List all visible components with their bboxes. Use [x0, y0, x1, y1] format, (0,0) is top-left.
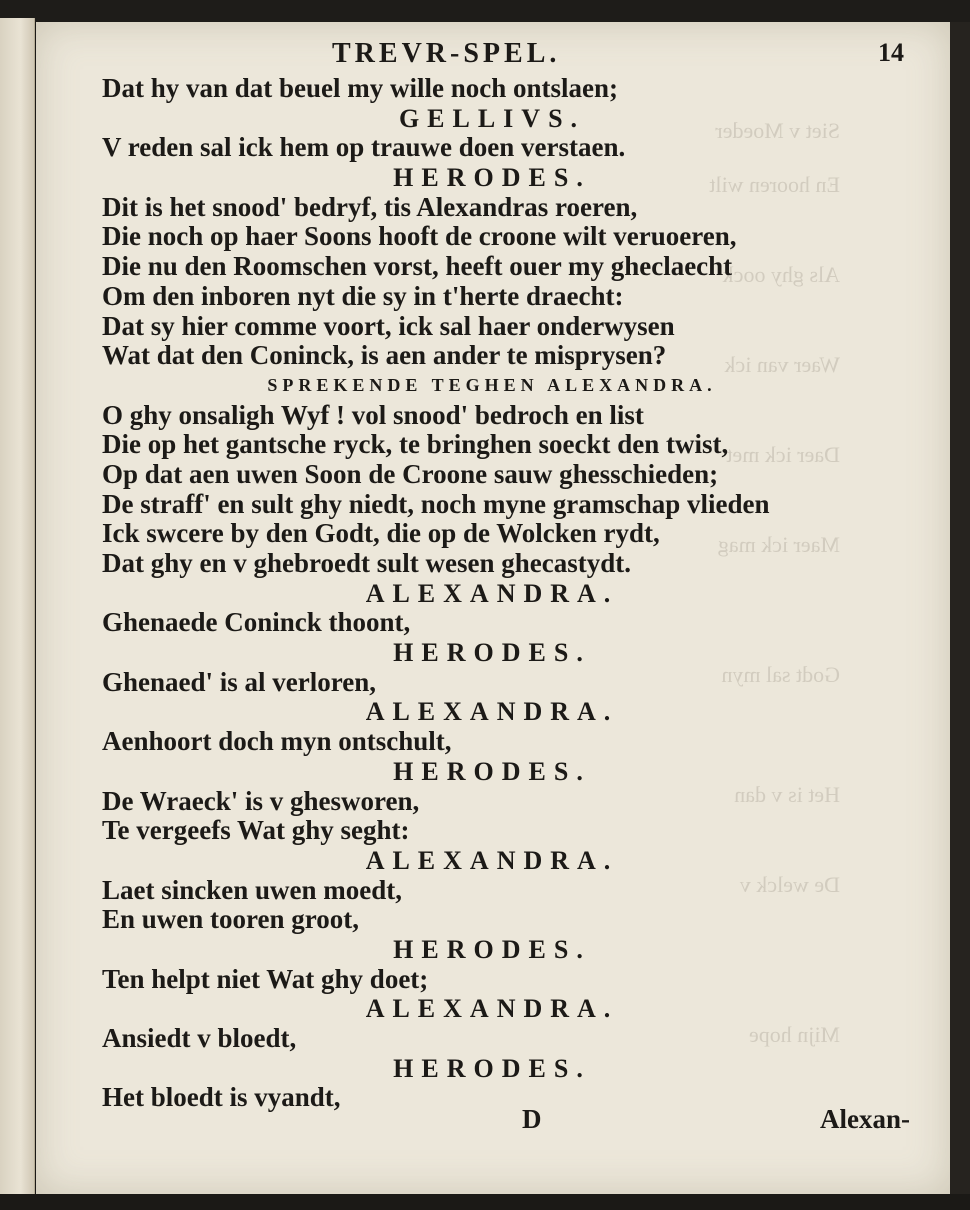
speaker-name: HERODES. [393, 756, 591, 786]
page-number: 14 [878, 38, 904, 67]
verse-line: De Wraeck' is v ghesworen, [102, 785, 420, 816]
stage-direction: SPREKENDE TEGHEN ALEXANDRA. [267, 374, 717, 395]
verse-line: Die op het gantsche ryck, te bringhen soeckt den twist, [102, 429, 729, 460]
verse-line: Ansiedt v bloedt, [102, 1023, 297, 1053]
speaker-name: HERODES. [393, 1053, 591, 1083]
verse-line: Dat hy van dat beuel my wille noch ontslaen; [102, 73, 619, 103]
speaker-name: HERODES. [393, 638, 591, 668]
verse-line: Ten helpt niet Wat ghy doet; [102, 963, 429, 994]
verse-line: Ghenaed' is al verloren, [102, 666, 376, 697]
verse-line: O ghy onsaligh Wyf ! vol snood' bedroch en list [102, 399, 644, 430]
speaker-name: ALEXANDRA. [365, 845, 619, 875]
text-block [102, 74, 882, 1113]
signature-mark: D [522, 1104, 542, 1134]
verse-line: Te vergeefs Wat ghy seght: [102, 815, 410, 846]
verse-line: Aenhoort doch myn ontschult, [102, 726, 452, 757]
verse-line: Dat sy hier comme voort, ick sal haer onderwysen [102, 310, 675, 341]
verse-line: Om den inboren nyt die sy in t'herte draecht: [102, 280, 624, 311]
book-right-edge [950, 22, 970, 1194]
page-footer [102, 1104, 910, 1138]
speaker-name: ALEXANDRA. [365, 994, 619, 1024]
book-top-edge [0, 0, 970, 24]
verse-line: Dat ghy en v ghebroedt sult wesen ghecastydt. [102, 548, 632, 578]
verse-line: Laet sincken uwen moedt, [102, 874, 403, 905]
verse-line: De straff' en sult ghy niedt, noch myne gramschap vlieden [102, 488, 770, 519]
book-bottom-edge [0, 1194, 970, 1210]
verse-line: Die nu den Roomschen vorst, heeft ouer my gheclaecht [102, 251, 733, 282]
show-through-text: Siet v Moeder En hooren wilt Als ghy oock Waer van ick Daer ick met Maer ick mag Godt sal myn Het is v dan De welck v Mijn hope [709, 118, 840, 1047]
speaker-name: ALEXANDRA. [365, 697, 619, 727]
verse-line: Op dat aen uwen Soon de Croone sauw ghesschieden; [102, 458, 719, 489]
verse-line: Ghenaede Coninck thoont, [102, 607, 411, 638]
verse-line: Wat dat den Coninck, is aen ander te misprysen? [102, 340, 667, 371]
catchword: Alexan- [820, 1104, 910, 1134]
speaker-name: GELLIVS. [398, 103, 586, 133]
running-head: TREVR-SPEL. [332, 38, 561, 69]
facing-page-edge [0, 18, 35, 1196]
book-page [36, 22, 950, 1194]
verse-line: Ick swcere by den Godt, die op de Wolcken rydt, [102, 518, 660, 549]
speaker-name: HERODES. [393, 934, 591, 964]
verse-line: Dit is het snood' bedryf, tis Alexandras roeren, [102, 191, 638, 222]
speaker-name: ALEXANDRA. [365, 578, 619, 608]
verse-line: Die noch op haer Soons hooft de croone wilt veruoeren, [102, 221, 737, 252]
verse-line: Het bloedt is vyandt, [102, 1082, 341, 1113]
verse-line: En uwen tooren groot, [102, 904, 360, 935]
running-header [102, 36, 904, 72]
speaker-name: HERODES. [393, 163, 591, 193]
verse-line: V reden sal ick hem op trauwe doen verstaen. [102, 132, 626, 163]
